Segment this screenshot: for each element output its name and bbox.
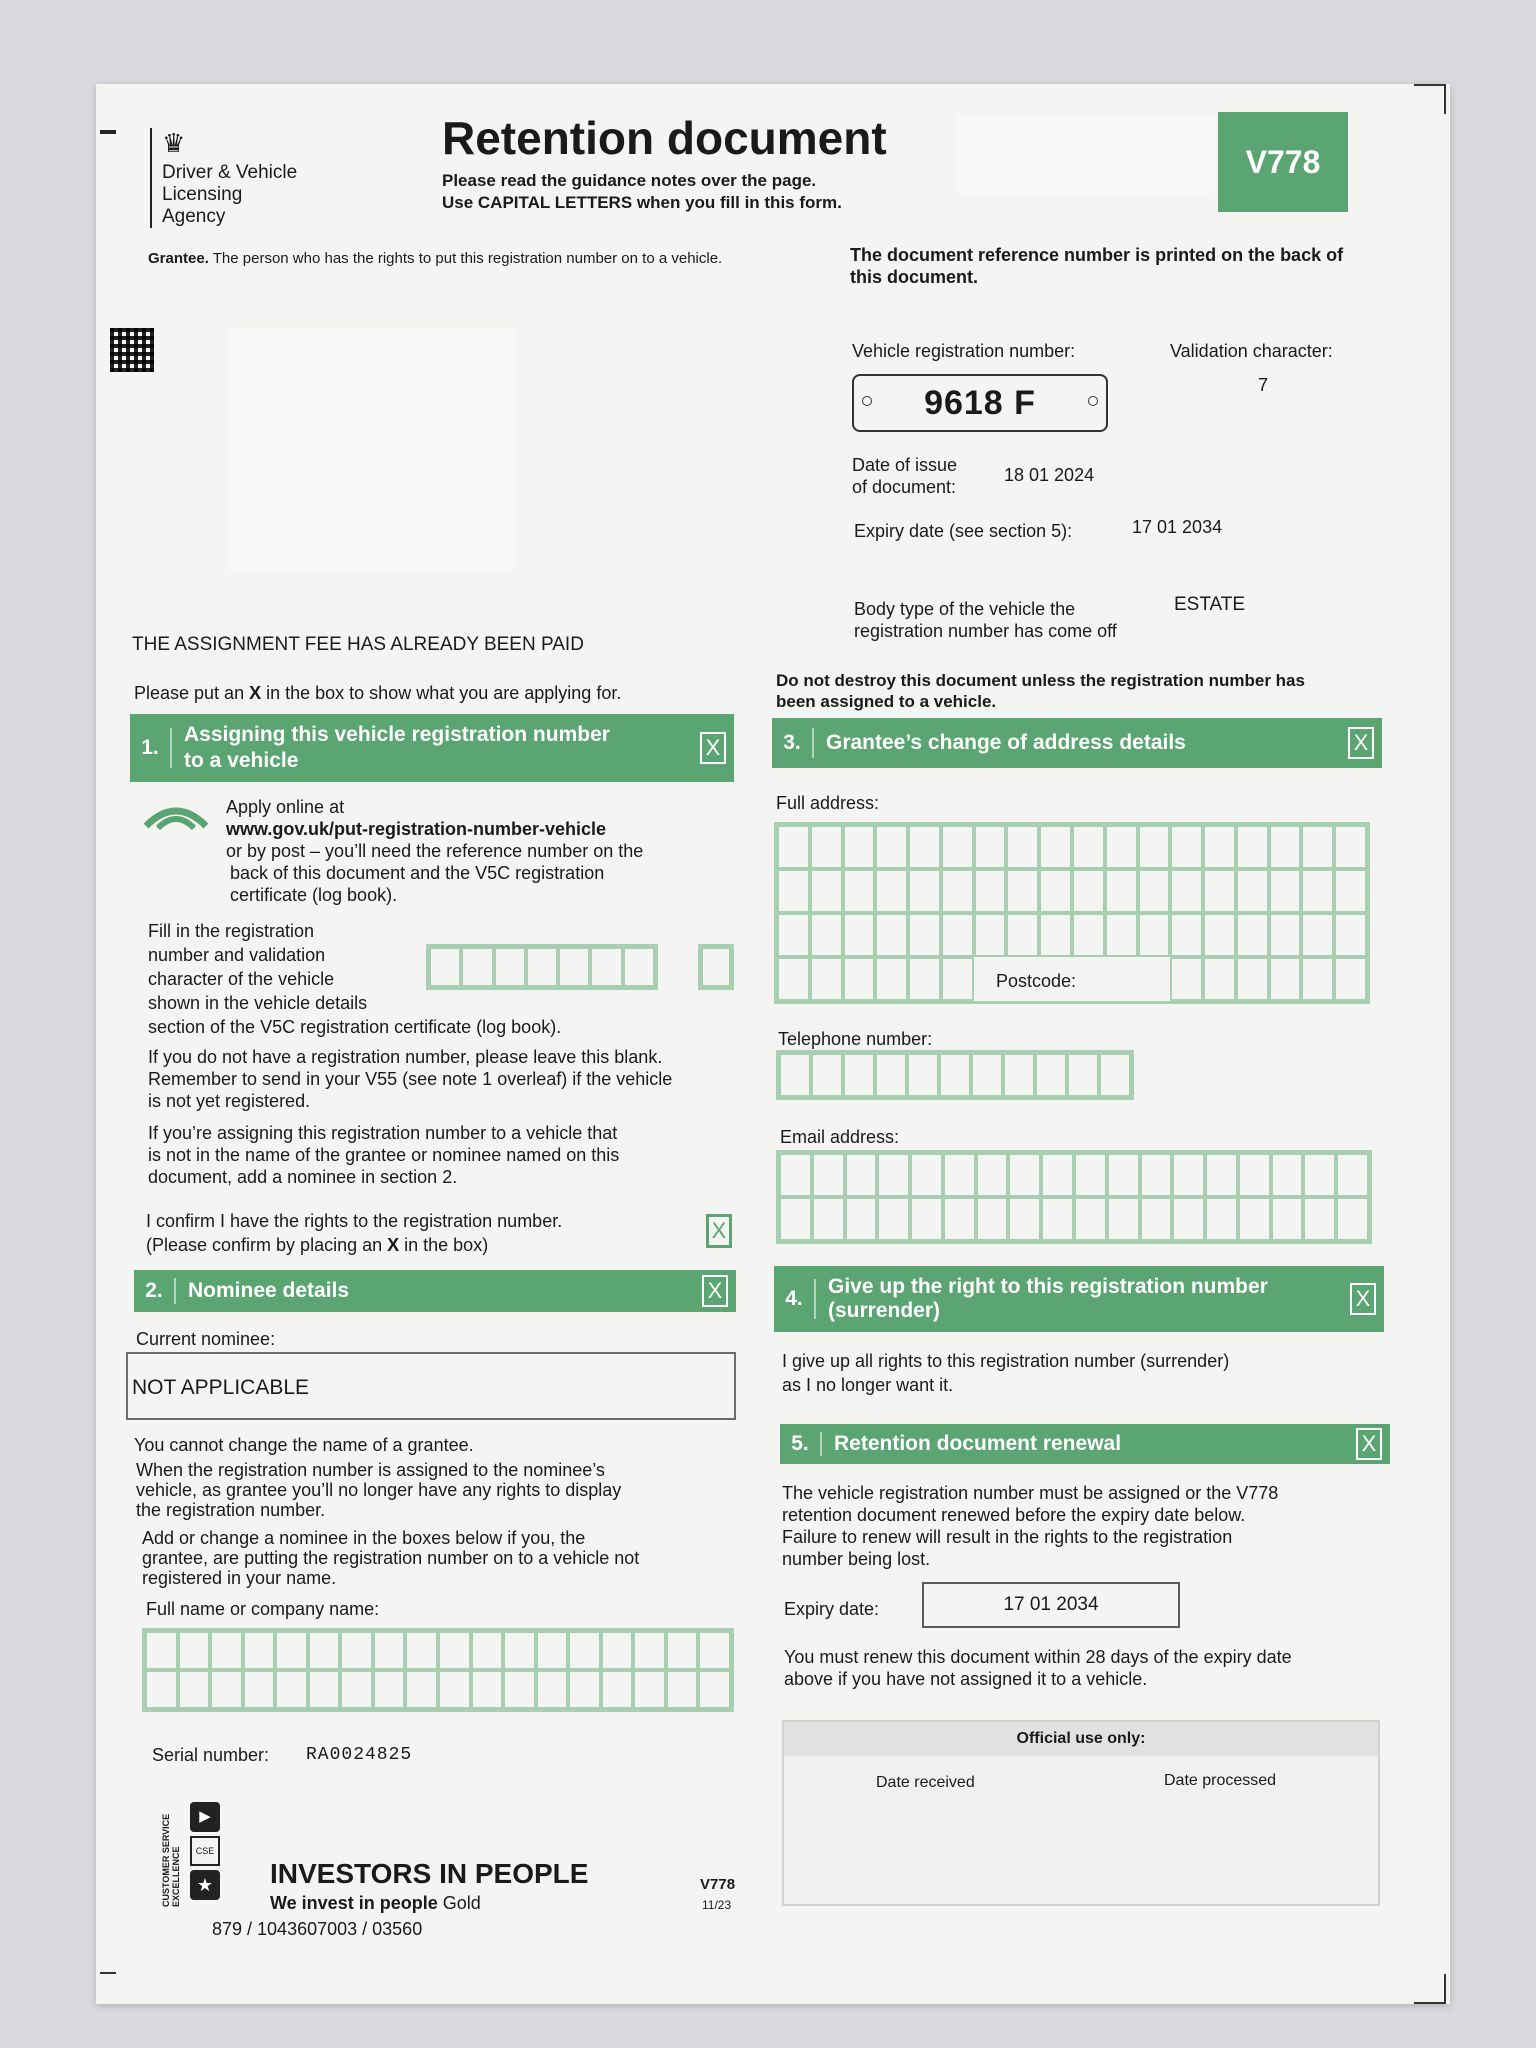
date-processed-label: Date processed [1164, 1772, 1277, 1789]
issue-date-label-2: of document: [852, 477, 957, 497]
page-title: Retention document [442, 112, 887, 164]
surrender-text-line-1: I give up all rights to this registration number (surrender) [782, 1351, 1230, 1371]
expiry-label: Expiry date (see section 5): [854, 521, 1073, 541]
footer-reference: 879 / 1043607003 / 03560 [212, 1919, 423, 1939]
redacted-address-area [226, 328, 516, 570]
do-not-destroy-note: Do not destroy this document unless the registration number has been assigned to a vehicle. [776, 671, 1305, 711]
nominee-para-3a: Add or change a nominee in the boxes below if you, the [142, 1528, 586, 1548]
apply-online-text: Apply online at [226, 797, 345, 817]
document-reference-note: The document reference number is printed on the back of this document. [850, 245, 1344, 287]
validation-label: Validation character: [1170, 341, 1333, 361]
blank-note-line-2: Remember to send in your V55 (see note 1 overleaf) if the vehicle [148, 1069, 673, 1089]
nominee-note-line-3: document, add a nominee in section 2. [148, 1167, 458, 1187]
official-use-panel [782, 1720, 1380, 1906]
section-4-header [774, 1266, 1384, 1332]
crop-mark-top-right [1414, 84, 1446, 114]
fill-in-line-4: shown in the vehicle details [148, 993, 368, 1013]
section-5-checkbox[interactable]: X [1356, 1428, 1382, 1460]
subtitle-guidance: Please read the guidance notes over the page. [442, 171, 817, 190]
section-5-title: Retention document renewal [834, 1432, 1122, 1455]
section-4-number: 4. [774, 1279, 816, 1319]
footer-form-date: 11/23 [702, 1898, 732, 1912]
instruction-x: X [249, 683, 262, 703]
nominee-para-2a: When the registration number is assigned to the nominee’s [136, 1460, 605, 1480]
issue-date-value: 18 01 2024 [1004, 465, 1095, 485]
renewal-expiry-field [922, 1582, 1180, 1628]
confirm-x: X [387, 1235, 400, 1255]
apply-post-line-2: back of this document and the V5C registration [230, 863, 605, 883]
nominee-para-2c: the registration number. [136, 1500, 326, 1520]
section-3-title: Grantee’s change of address details [826, 731, 1186, 754]
section-4-title [828, 1275, 1268, 1323]
fill-in-line-5: section of the V5C registration certificate (log book). [148, 1017, 562, 1037]
nominee-para-1: You cannot change the name of a grantee. [134, 1435, 474, 1455]
section-2-header [134, 1270, 736, 1312]
current-nominee-label: Current nominee: [136, 1329, 276, 1349]
section-5-number: 5. [780, 1432, 822, 1456]
body-type-value: ESTATE [1174, 594, 1246, 615]
confirm-rights-line-2 [146, 1234, 488, 1256]
renewal-para-line-3: Failure to renew will result in the rights to the registration [782, 1527, 1233, 1547]
section-1-title-line-2: to a vehicle [184, 749, 299, 772]
apply-online-url[interactable]: www.gov.uk/put-registration-number-vehicle [226, 819, 607, 839]
play-icon: ▶ [190, 1802, 220, 1832]
validation-value: 7 [1258, 375, 1269, 395]
body-type-label-2: registration number has come off [854, 621, 1117, 641]
crop-mark-top-left [100, 130, 116, 134]
section-4-checkbox[interactable]: X [1350, 1283, 1376, 1315]
agency-name-line-2: Licensing [162, 184, 243, 205]
fill-in-line-2: number and validation [148, 945, 326, 965]
telephone-label: Telephone number: [778, 1029, 933, 1049]
cse-vertical-text: CUSTOMER SERVICE EXCELLENCE [161, 1813, 181, 1907]
issue-date-label-1: Date of issue [852, 455, 958, 475]
email-boxes[interactable] [776, 1150, 1372, 1244]
nominee-name-boxes[interactable] [142, 1628, 734, 1712]
nominee-note-line-1: If you’re assigning this registration number to a vehicle that [148, 1123, 618, 1143]
retention-document-page [96, 84, 1450, 2004]
subtitle-capitals: Use CAPITAL LETTERS when you fill in this form. [442, 193, 842, 212]
renewal-para-line-2: retention document renewed before the expiry date below. [782, 1505, 1246, 1525]
star-icon: ★ [190, 1870, 220, 1900]
confirm-pre: (Please confirm by placing an [146, 1235, 388, 1255]
renewal-para-line-1: The vehicle registration number must be assigned or the V778 [782, 1483, 1279, 1503]
crop-mark-bottom-right [1414, 1974, 1446, 2004]
serial-number-label: Serial number: [152, 1745, 270, 1765]
grantee-label: Grantee. [148, 250, 209, 267]
investors-in-people-title: INVESTORS IN PEOPLE [270, 1858, 589, 1889]
section-1-title-line-1: Assigning this vehicle registration number [184, 723, 610, 746]
agency-name-line-1: Driver & Vehicle [162, 162, 298, 183]
assign-validation-box[interactable] [698, 944, 734, 990]
crop-mark-bottom-left [100, 1972, 116, 1974]
number-plate [852, 374, 1108, 432]
section-3-checkbox[interactable]: X [1348, 727, 1374, 759]
fill-in-line-3: character of the vehicle [148, 969, 335, 989]
blank-note-line-1: If you do not have a registration number, please leave this blank. [148, 1047, 663, 1067]
iip-subtitle-text: We invest in people [270, 1893, 438, 1913]
crown-icon: ♛ [162, 128, 186, 158]
expiry-value: 17 01 2034 [1132, 517, 1223, 537]
section-2-title: Nominee details [188, 1279, 350, 1302]
cse-badge: CSE [190, 1836, 220, 1866]
instruction-pre: Please put an [134, 683, 250, 703]
current-nominee-value: NOT APPLICABLE [132, 1376, 310, 1399]
body-type-label-1: Body type of the vehicle the [854, 599, 1076, 619]
email-label: Email address: [780, 1127, 900, 1147]
telephone-boxes[interactable] [776, 1050, 1134, 1100]
blank-note-line-3: is not yet registered. [148, 1091, 311, 1111]
date-received-label: Date received [876, 1774, 975, 1791]
section-2-checkbox[interactable]: X [702, 1275, 728, 1307]
renewal-expiry-label: Expiry date: [784, 1599, 880, 1619]
renewal-expiry-value: 17 01 2034 [1003, 1594, 1099, 1615]
online-signal-icon [140, 792, 212, 864]
grantee-note [148, 248, 722, 270]
application-instruction [134, 682, 621, 704]
nominee-para-2b: vehicle, as grantee you’ll no longer have any rights to display [136, 1480, 622, 1500]
confirm-rights-checkbox[interactable]: X [706, 1214, 732, 1248]
customer-service-excellence-logo [150, 1802, 230, 1912]
grantee-text: The person who has the rights to put this registration number on to a vehicle. [208, 250, 723, 267]
section-1-header [130, 714, 734, 782]
current-nominee-field [126, 1352, 736, 1420]
section-1-title [184, 722, 610, 774]
section-3-number: 3. [772, 728, 814, 758]
vrn-value: 9618 F [924, 384, 1036, 422]
apply-post-line-3: certificate (log book). [230, 885, 398, 905]
confirm-rights-line-1: I confirm I have the rights to the registration number. [146, 1211, 563, 1231]
section-1-number: 1. [130, 728, 172, 769]
confirm-post: in the box) [399, 1235, 489, 1255]
redacted-area-top [956, 114, 1216, 194]
footer-form-code: V778 [700, 1876, 736, 1893]
renew-within-line-2: above if you have not assigned it to a vehicle. [784, 1669, 1148, 1689]
nominee-note-line-2: is not in the name of the grantee or nominee named on this [148, 1145, 620, 1165]
dvla-logo [150, 128, 302, 228]
postcode-label: Postcode: [992, 970, 1080, 992]
full-name-label: Full name or company name: [146, 1599, 380, 1619]
qr-code [110, 328, 154, 372]
iip-level: Gold [442, 1893, 481, 1913]
agency-name-line-3: Agency [162, 206, 226, 227]
fee-paid-notice: THE ASSIGNMENT FEE HAS ALREADY BEEN PAID [132, 634, 584, 655]
section-4-title-line-1: Give up the right to this registration number [828, 1275, 1268, 1298]
section-4-title-line-2: (surrender) [828, 1299, 941, 1322]
section-2-number: 2. [134, 1278, 176, 1303]
full-address-label: Full address: [776, 793, 880, 813]
instruction-post: in the box to show what you are applying for. [261, 683, 622, 703]
assign-vrn-boxes[interactable] [426, 944, 658, 990]
serial-number-value: RA0024825 [306, 1745, 413, 1765]
section-3-header [772, 718, 1382, 768]
section-5-header [780, 1424, 1390, 1464]
nominee-para-3b: grantee, are putting the registration number on to a vehicle not [142, 1548, 640, 1568]
section-1-checkbox[interactable]: X [700, 732, 726, 764]
renew-within-line-1: You must renew this document within 28 days of the expiry date [784, 1647, 1292, 1667]
vrn-label: Vehicle registration number: [852, 341, 1076, 361]
form-code-badge: V778 [1218, 112, 1348, 212]
apply-post-line-1: or by post – you’ll need the reference number on the [226, 841, 644, 861]
renewal-para-line-4: number being lost. [782, 1549, 931, 1569]
fill-in-line-1: Fill in the registration [148, 921, 315, 941]
official-use-title-bar: Official use only: [784, 1722, 1378, 1756]
investors-in-people-subtitle [270, 1892, 481, 1914]
nominee-para-3c: registered in your name. [142, 1568, 337, 1588]
surrender-text-line-2: as I no longer want it. [782, 1375, 954, 1395]
